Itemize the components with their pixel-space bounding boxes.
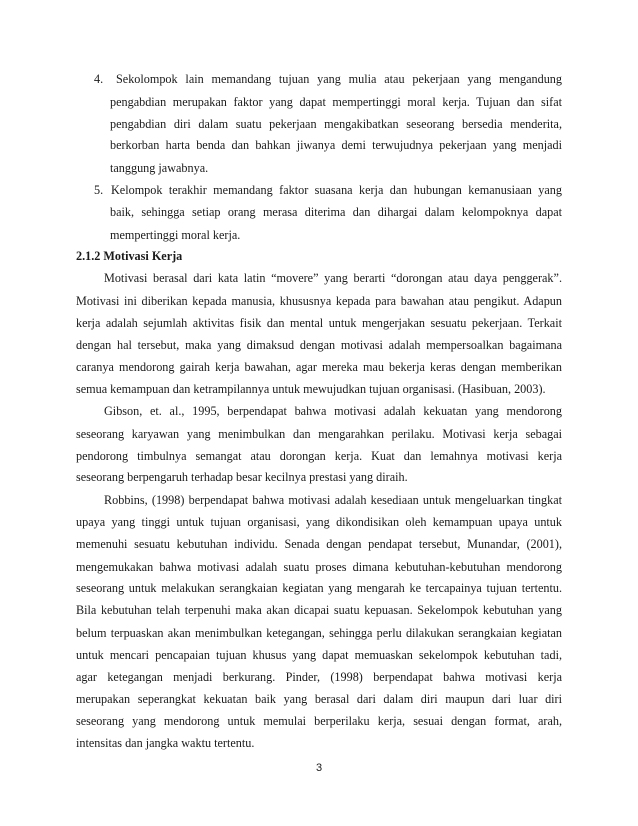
paragraph-line: untuk mencari pencapaian tujuan khusus yang dapat memuaskan sekelompok kebutuhan tadi, xyxy=(76,647,562,662)
paragraph-line: seseorang yang mendorong untuk memulai berperilaku kerja, sesuai dengan format, arah, xyxy=(76,714,562,729)
paragraph-line: belum terpuaskan akan menimbulkan ketegangan, sehingga perlu dilakukan serangkaian kegiatan xyxy=(76,625,562,640)
paragraph-line: Gibson, et. al., 1995, berpendapat bahwa motivasi adalah kekuatan yang mendorong xyxy=(104,404,562,418)
list-item-line: pengabdian merupakan faktor yang dapat mempertinggi moral kerja. Tujuan dan sifat xyxy=(110,94,562,109)
paragraph-line: caranya mendorong gairah kerja bawahan, agar mereka mau bekerja keras dengan memberikan xyxy=(76,360,562,375)
paragraph-line: Bila kebutuhan telah terpenuhi maka akan dicapai suatu kepuasan. Sekelompok kebutuhan yang xyxy=(76,603,562,618)
section-heading: 2.1.2 Motivasi Kerja xyxy=(76,249,183,264)
paragraph-line: mengemukakan bahwa motivasi adalah suatu proses dimana kebutuhan-kebutuhan mendorong xyxy=(76,559,562,574)
list-item-line: Kelompok terakhir memandang faktor suasana kerja dan hubungan kemanusiaan yang xyxy=(111,183,562,197)
paragraph-line: seseorang karyawan yang menimbulkan dan mengarahkan perilaku. Motivasi kerja sebagai xyxy=(76,426,562,441)
list-item-line: mempertinggi moral kerja. xyxy=(110,227,241,242)
list-item-line: tanggung jawabnya. xyxy=(110,161,209,176)
paragraph-line: agar ketegangan menjadi berkurang. Pinder, (1998) berpendapat bahwa motivasi kerja xyxy=(76,669,562,684)
paragraph-line: seseorang berpengaruh terhadap besar kecilnya prestasi yang diraih. xyxy=(76,470,408,485)
paragraph-line: seseorang untuk melakukan serangkaian kegiatan yang mengarah ke tercapainya tujuan tertentu. xyxy=(76,581,562,596)
list-item-line: baik, sehingga setiap orang merasa diterima dan dihargai dalam kelompoknya dapat xyxy=(110,204,562,219)
page-number: 3 xyxy=(315,762,323,774)
paragraph-line: memenuhi sesuatu kebutuhan individu. Senada dengan pendapat tersebut, Munandar, (2001), xyxy=(76,536,562,551)
paragraph-line: upaya yang tinggi untuk tujuan organisasi, yang dikondisikan oleh kemampuan upaya untuk xyxy=(76,515,562,529)
paragraph-line: kerja adalah sejumlah aktivitas fisik dan mental untuk mengerjakan sesuatu pekerjaan. Terkait xyxy=(76,315,562,330)
paragraph-line: dengan hal tersebut, maka yang dimaksud dengan motivasi adalah mempersoalkan bagaimana xyxy=(76,337,562,352)
list-number: 5. xyxy=(94,183,104,197)
paragraph-line: pendorong timbulnya semangat atau dorongan kerja. Kuat dan lemahnya motivasi kerja xyxy=(76,448,562,463)
paragraph-line: semua kemampuan dan ketrampilannya untuk mewujudkan tujuan organisasi. (Hasibuan, 2003). xyxy=(76,382,546,397)
paragraph-line: merupakan seperangkat kekuatan baik yang berasal dari dalam diri maupun dari luar diri xyxy=(76,692,562,707)
list-item-line: berkorban harta benda dan bahkan jiwanya demi terwujudnya pekerjaan yang menjadi xyxy=(110,138,562,153)
paragraph-line: Motivasi ini diberikan kepada manusia, khususnya kepada para bawahan atau pengikut. Adapun xyxy=(76,293,562,308)
list-item-line: Sekolompok lain memandang tujuan yang mulia atau pekerjaan yang mengandung xyxy=(116,72,562,86)
list-item-line: pengabdian diri dalam suatu pekerjaan mengakibatkan seseorang bersedia menderita, xyxy=(110,116,562,131)
paragraph-line: intensitas dan jangka waktu tertentu. xyxy=(76,736,255,750)
list-number: 4. xyxy=(94,72,104,86)
paragraph-line: Motivasi berasal dari kata latin “movere” yang berarti “dorongan atau daya penggerak”. xyxy=(104,271,562,286)
paragraph-line: Robbins, (1998) berpendapat bahwa motivasi adalah kesediaan untuk mengeluarkan tingkat xyxy=(104,493,562,508)
